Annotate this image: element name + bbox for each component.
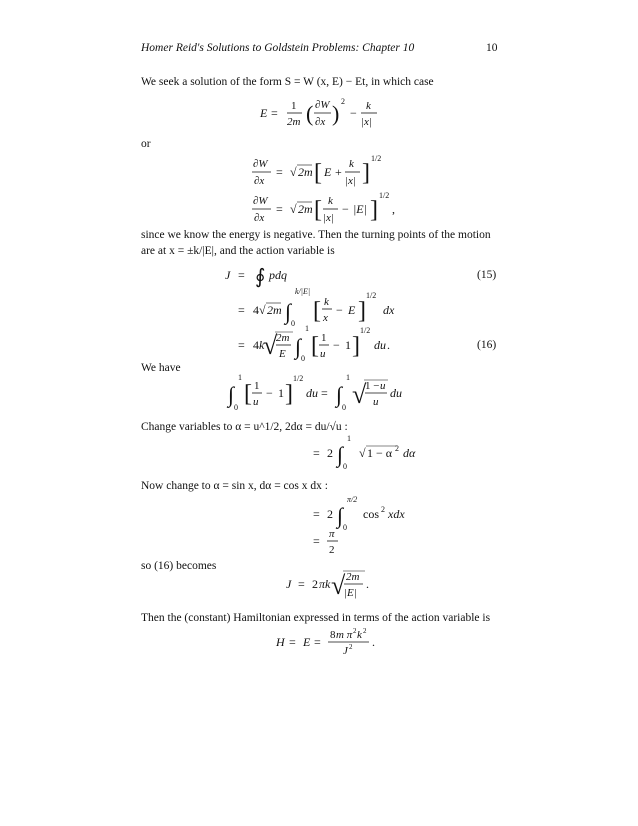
svg-text:J: J (343, 645, 348, 657)
svg-text:.: . (387, 338, 390, 352)
svg-text:−: − (336, 303, 343, 317)
svg-text:=: = (313, 534, 320, 548)
svg-text:J: J (225, 268, 231, 282)
text-change-variables-2: Now change to α = sin x, dα = cos x dx : (141, 480, 328, 492)
svg-text:H: H (276, 635, 285, 649)
svg-text:1/2: 1/2 (366, 291, 377, 300)
svg-text:1/2: 1/2 (360, 326, 371, 335)
svg-text:2: 2 (353, 627, 357, 635)
svg-text:[: [ (314, 197, 322, 223)
svg-text:J: J (286, 577, 292, 591)
svg-text:−: − (333, 338, 340, 352)
text-so-becomes: so (16) becomes (141, 560, 217, 572)
svg-text:xdx: xdx (388, 507, 405, 521)
text-turning-points-1: since we know the energy is negative. Then the turning points of the motion (141, 229, 491, 241)
svg-text:∫: ∫ (285, 299, 292, 324)
svg-text:2m: 2m (267, 303, 282, 317)
svg-text:=: = (238, 268, 245, 282)
svg-text:∂x: ∂x (254, 212, 265, 224)
svg-text:=: = (238, 303, 245, 317)
svg-text:√: √ (331, 571, 346, 600)
svg-text:[: [ (244, 381, 252, 407)
svg-text:∮: ∮ (255, 266, 266, 288)
svg-text:√: √ (290, 202, 297, 216)
svg-text:1: 1 (321, 332, 327, 344)
svg-text:1: 1 (254, 380, 260, 392)
svg-text:8: 8 (330, 629, 336, 641)
svg-text:∫: ∫ (337, 442, 344, 467)
svg-text:,: , (392, 202, 395, 216)
svg-text:0: 0 (234, 403, 238, 412)
svg-text:2m: 2m (346, 571, 360, 583)
svg-text:2: 2 (341, 97, 345, 106)
svg-text:0: 0 (301, 354, 305, 363)
svg-text:1 − α: 1 − α (367, 446, 393, 460)
equation-cos-integral (313, 496, 433, 556)
text-change-variables-1: Change variables to α = u^1/2, 2dα = du/√u : (141, 421, 348, 433)
svg-text:=: = (289, 635, 296, 649)
svg-text:|x|: |x| (345, 175, 356, 187)
svg-text:]: ] (285, 381, 293, 407)
svg-text:=: = (276, 202, 283, 216)
svg-text:∂W: ∂W (253, 195, 268, 207)
svg-text:du: du (390, 386, 402, 400)
running-header: Homer Reid's Solutions to Goldstein Problems: Chapter 10 (141, 42, 415, 54)
svg-text:−: − (350, 106, 357, 120)
svg-text:E: E (348, 303, 356, 317)
text-we-have: We have (141, 362, 181, 374)
svg-text:m π: m π (336, 629, 353, 641)
svg-text:dα: dα (403, 446, 416, 460)
svg-text:|E|: |E| (353, 202, 367, 216)
equation-action-variable (225, 262, 435, 362)
svg-text:x: x (323, 312, 328, 324)
svg-text:4: 4 (253, 303, 259, 317)
equation-J-result (286, 566, 396, 606)
svg-text:=: = (276, 165, 283, 179)
svg-text:E: E (324, 165, 332, 179)
equation-energy (260, 95, 400, 135)
svg-text:√: √ (359, 446, 366, 460)
svg-text:u: u (380, 380, 386, 392)
svg-text:k/|E|: k/|E| (295, 287, 311, 296)
text-hamiltonian: Then the (constant) Hamiltonian expressed in terms of the action variable is (141, 612, 491, 624)
svg-text:|E|: |E| (344, 587, 357, 599)
svg-text:=: = (238, 338, 245, 352)
svg-text:u: u (253, 396, 259, 408)
svg-text:(: ( (306, 101, 314, 126)
svg-text:2: 2 (363, 627, 367, 635)
svg-text:u: u (320, 348, 326, 360)
svg-text:1/2: 1/2 (379, 191, 390, 200)
svg-text:∂W: ∂W (315, 99, 330, 111)
svg-text:[: [ (313, 298, 321, 324)
svg-text:√: √ (352, 380, 367, 409)
svg-text:u: u (373, 396, 379, 408)
equation-number-16: (16) (477, 339, 497, 351)
svg-text:=: = (314, 635, 321, 649)
svg-text:E: E (279, 348, 286, 360)
svg-text:k: k (366, 100, 371, 112)
svg-text:∫: ∫ (295, 334, 302, 359)
svg-text:cos: cos (363, 507, 379, 521)
svg-text:2m: 2m (298, 165, 313, 179)
svg-text:∫: ∫ (228, 382, 235, 407)
svg-text:1: 1 (305, 324, 309, 333)
svg-text:4: 4 (253, 338, 259, 352)
svg-text:1: 1 (346, 373, 350, 382)
svg-text:π/2: π/2 (347, 495, 358, 504)
equation-dwdx-pair (252, 155, 422, 235)
svg-text:2: 2 (327, 446, 333, 460)
svg-text:): ) (332, 101, 340, 126)
svg-text:|x|: |x| (323, 212, 334, 224)
svg-text:[: [ (314, 160, 322, 186)
svg-text:2: 2 (349, 643, 353, 651)
svg-text:2: 2 (395, 444, 399, 453)
svg-text:√: √ (263, 331, 278, 360)
equation-integral-identity (228, 372, 418, 416)
svg-text:π: π (329, 528, 335, 540)
svg-text:0: 0 (343, 462, 347, 471)
svg-text:1: 1 (291, 100, 297, 112)
svg-text:=: = (313, 446, 320, 460)
svg-text:1: 1 (238, 373, 242, 382)
text-or: or (141, 138, 151, 150)
svg-text:k: k (349, 158, 354, 170)
svg-text:0: 0 (342, 403, 346, 412)
svg-text:k: k (259, 338, 265, 352)
equation-number-15: (15) (477, 269, 497, 281)
svg-text:]: ] (352, 333, 360, 359)
svg-text:=: = (271, 106, 278, 120)
svg-text:2m: 2m (276, 332, 290, 344)
svg-text:1: 1 (345, 338, 351, 352)
svg-text:=: = (298, 577, 305, 591)
svg-text:1/2: 1/2 (293, 374, 304, 383)
svg-text:−: − (342, 202, 349, 216)
svg-text:1: 1 (278, 386, 284, 400)
svg-text:E: E (260, 106, 268, 120)
svg-text:pdq: pdq (269, 268, 287, 282)
svg-text:∫: ∫ (337, 503, 344, 528)
svg-text:du: du (306, 386, 318, 400)
svg-text:]: ] (362, 160, 370, 186)
svg-text:E: E (303, 635, 311, 649)
svg-text:1 −: 1 − (365, 380, 380, 392)
svg-text:√: √ (259, 303, 266, 317)
svg-text:]: ] (370, 197, 378, 223)
svg-text:.: . (366, 577, 369, 591)
page-number: 10 (486, 42, 498, 54)
svg-text:]: ] (358, 298, 366, 324)
svg-text:=: = (313, 507, 320, 521)
svg-text:2: 2 (327, 507, 333, 521)
svg-text:=: = (321, 386, 328, 400)
text-intro: We seek a solution of the form S = W (x, E) − Et, in which case (141, 76, 434, 88)
svg-text:2: 2 (329, 544, 335, 556)
svg-text:2m: 2m (287, 116, 301, 128)
svg-text:√: √ (290, 165, 297, 179)
svg-text:0: 0 (343, 523, 347, 532)
equation-alpha-integral (313, 434, 433, 473)
svg-text:k: k (328, 195, 333, 207)
svg-text:1: 1 (347, 434, 351, 443)
svg-text:∂x: ∂x (254, 175, 265, 187)
svg-text:∂W: ∂W (253, 158, 268, 170)
svg-text:k: k (357, 629, 362, 641)
svg-text:+: + (335, 165, 342, 179)
text-turning-points-2: are at x = ±k/|E|, and the action variable is (141, 245, 335, 257)
svg-text:dx: dx (383, 303, 395, 317)
svg-text:πk: πk (319, 577, 331, 591)
svg-text:du: du (374, 338, 386, 352)
svg-text:−: − (266, 386, 273, 400)
svg-text:2m: 2m (298, 202, 313, 216)
svg-text:[: [ (311, 333, 319, 359)
svg-text:∂x: ∂x (315, 116, 326, 128)
equation-hamiltonian (276, 626, 386, 662)
svg-text:|x|: |x| (361, 116, 372, 128)
svg-text:∫: ∫ (336, 382, 343, 407)
svg-text:.: . (372, 635, 375, 649)
svg-text:2: 2 (312, 577, 318, 591)
svg-text:1/2: 1/2 (371, 154, 382, 163)
svg-text:2: 2 (381, 505, 385, 514)
svg-text:k: k (324, 296, 329, 308)
svg-text:0: 0 (291, 319, 295, 328)
